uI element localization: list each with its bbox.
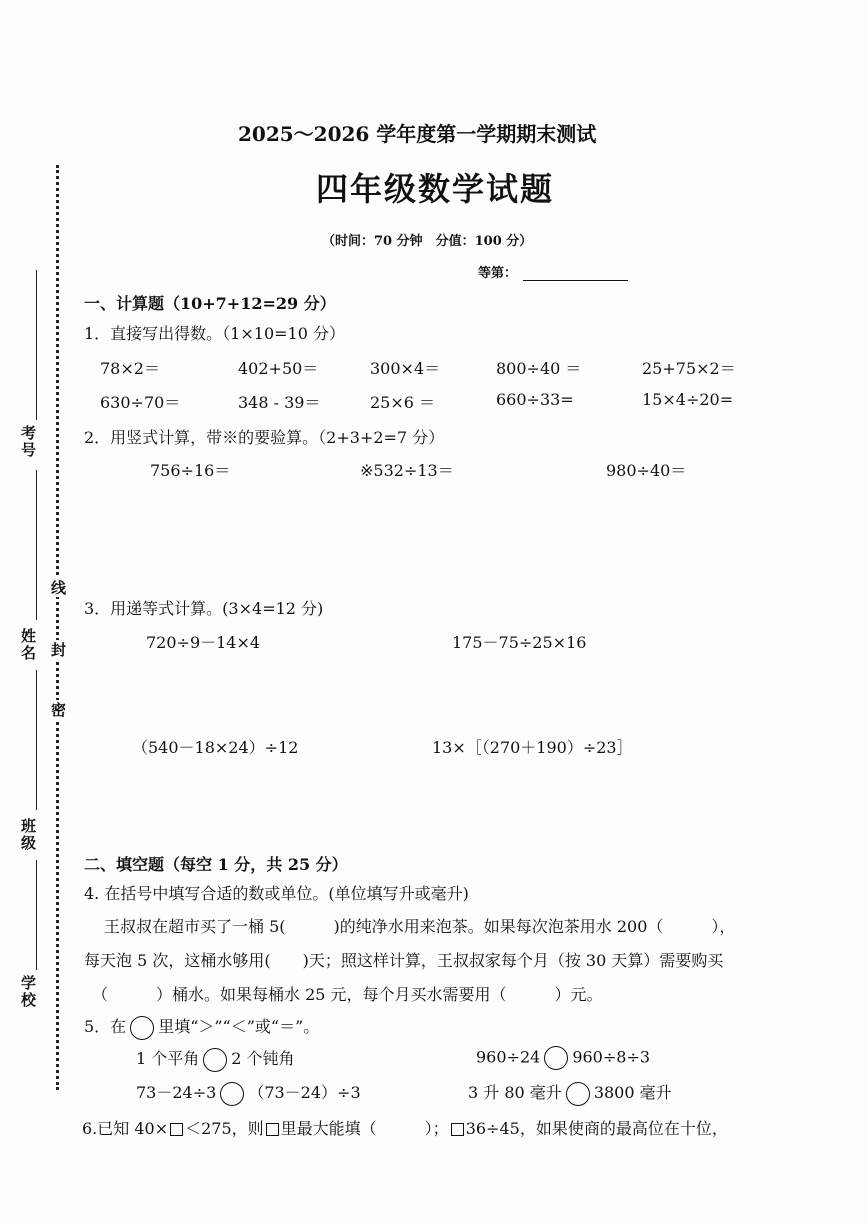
q5-left: 3 升 80 毫升: [468, 1083, 562, 1102]
q5-right: 3800 毫升: [593, 1083, 672, 1102]
q5-title-b: 里填“＞”“＜”或“＝”。: [158, 1017, 320, 1036]
school-rule: [36, 860, 37, 970]
q6-part: ＜275，则: [185, 1119, 264, 1138]
q3-title: 3．用递等式计算。(3×4=12 分): [84, 599, 324, 618]
q1-item: 300×4＝: [370, 359, 441, 378]
blank-box: [170, 1123, 183, 1136]
q5-left: 73－24÷3: [136, 1083, 217, 1102]
q2-item: ※532÷13＝: [360, 461, 454, 480]
q3-item: 720÷9－14×4: [146, 633, 261, 652]
bind-line-char: 线: [49, 580, 67, 595]
exam-no-rule: [36, 270, 37, 420]
q1-item: 402+50＝: [238, 359, 319, 378]
q6-part: 36÷45，如果使商的最高位在十位，: [465, 1119, 728, 1138]
compare-circle[interactable]: [544, 1046, 568, 1070]
blank-box: [266, 1123, 279, 1136]
q6-part: 里最大能填（ ）；: [280, 1119, 449, 1138]
q4-line: 王叔叔在超市买了一桶 5( )的纯净水用来泡茶。如果每次泡茶用水 200（ ），: [104, 917, 736, 936]
q2-item: 756÷16＝: [150, 461, 231, 480]
q1-item: 800÷40 ＝: [496, 359, 582, 378]
q5-left: 1 个平角: [136, 1049, 200, 1068]
q5-title: [84, 1014, 319, 1040]
q4-line: 每天泡 5 次，这桶水够用( )天；照这样计算，王叔叔家每个月（按 30 天算）需要购买: [84, 951, 724, 970]
bind-close-char: 密: [49, 702, 67, 717]
q5-left: 960÷24: [476, 1047, 541, 1067]
compare-circle[interactable]: [566, 1082, 590, 1106]
q4-title: 4. 在括号中填写合适的数或单位。(单位填写升或毫升): [84, 884, 469, 903]
school-label: 学校: [19, 975, 37, 1009]
q5-item: [136, 1080, 361, 1106]
class-rule: [36, 670, 37, 810]
blank-box: [451, 1123, 464, 1136]
exam-meta: （时间：70 分钟 分值：100 分）: [322, 234, 533, 249]
score-label: 等第：: [478, 266, 518, 281]
q4-line: （ ）桶水。如果每桶水 25 元，每个月买水需要用（ ）元。: [92, 985, 603, 1004]
q5-right: （73－24）÷3: [248, 1083, 361, 1102]
q1-item: 78×2＝: [100, 359, 160, 378]
q5-item: [468, 1080, 672, 1106]
q1-item: 15×4÷20=: [642, 390, 734, 409]
q6-line: [82, 1116, 728, 1139]
q6-part: 6.已知 40×: [82, 1119, 169, 1138]
q1-item: 660÷33=: [496, 390, 574, 409]
q5-item: [476, 1046, 650, 1070]
q1-item: 348 - 39＝: [238, 393, 321, 412]
compare-circle[interactable]: [203, 1048, 227, 1072]
q1-item: 25+75×2＝: [642, 359, 736, 378]
score-blank[interactable]: [523, 266, 628, 281]
score-field: [478, 262, 628, 281]
q5-right: 960÷8÷3: [572, 1047, 651, 1067]
q5-item: [136, 1046, 295, 1072]
q1-item: 630÷70＝: [100, 393, 181, 412]
page-title: 四年级数学试题: [316, 170, 555, 208]
binding-dotted-line: [56, 165, 59, 1090]
bind-seal-char: 封: [49, 642, 67, 657]
exam-no-label: 考号: [19, 425, 37, 459]
q5-right: 2 个钝角: [231, 1049, 295, 1068]
q1-item: 25×6 ＝: [370, 393, 436, 412]
circle-icon: [130, 1016, 154, 1040]
q2-item: 980÷40＝: [606, 461, 687, 480]
q3-item: 13×［（270＋190）÷23］: [432, 738, 633, 757]
compare-circle[interactable]: [220, 1082, 244, 1106]
term-heading: 2025～2026 学年度第一学期期末测试: [238, 122, 597, 146]
class-label: 班级: [19, 818, 37, 852]
section1-title: 一、计算题（10+7+12=29 分）: [84, 294, 336, 313]
name-rule: [36, 470, 37, 620]
q2-title: 2．用竖式计算，带※的要验算。（2+3+2=7 分）: [84, 428, 445, 447]
section2-title: 二、填空题（每空 1 分，共 25 分）: [84, 855, 348, 874]
q5-title-a: 5．在: [84, 1017, 127, 1036]
q1-title: 1．直接写出得数。（1×10=10 分）: [84, 324, 345, 343]
name-label: 姓名: [19, 628, 37, 662]
q3-item: 175－75÷25×16: [452, 633, 587, 652]
q3-item: （540－18×24）÷12: [132, 738, 299, 757]
